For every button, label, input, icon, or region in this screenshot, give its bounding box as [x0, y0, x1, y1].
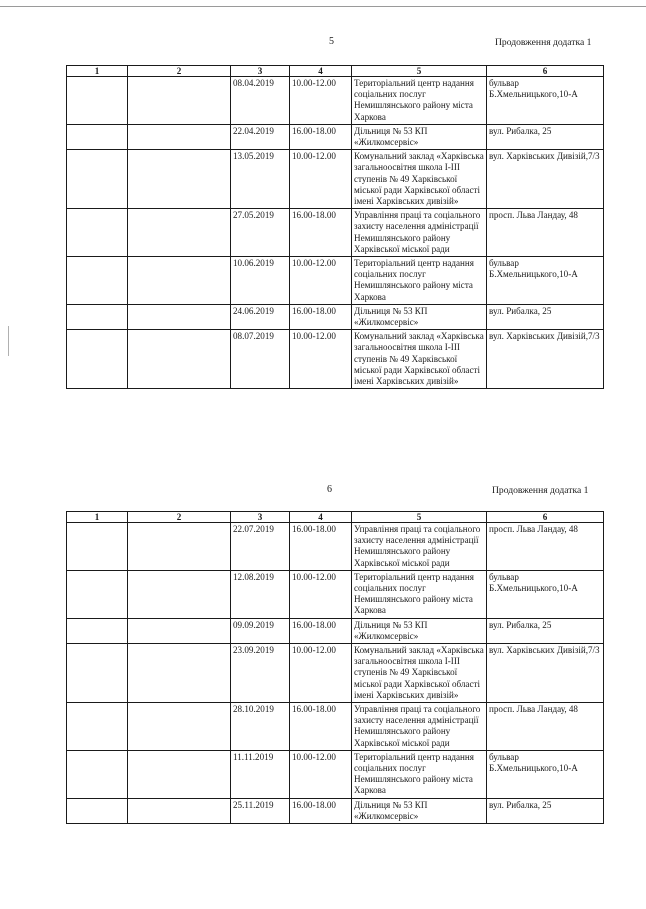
place-cell: Територіальний центр надання соціальних послуг Немишлянського району міста Харкова	[352, 77, 487, 125]
date-cell: 22.04.2019	[231, 124, 290, 149]
table-row	[67, 77, 604, 125]
table-row	[67, 644, 604, 703]
table-row	[67, 798, 604, 823]
empty-cell	[128, 77, 231, 125]
time-cell: 16.00-18.00	[290, 209, 352, 257]
empty-cell	[128, 618, 231, 643]
date-cell: 09.09.2019	[231, 618, 290, 643]
scan-edge-line	[0, 6, 646, 7]
place-cell: Управління праці та соціального захисту населення адміністрації Немишлянського району Харківської міської ради	[352, 523, 487, 571]
time-cell: 10.00-12.00	[290, 257, 352, 305]
date-cell: 08.04.2019	[231, 77, 290, 125]
column-header: 1	[67, 66, 128, 77]
empty-cell	[128, 304, 231, 329]
empty-cell	[128, 570, 231, 618]
empty-cell	[128, 523, 231, 571]
table-row	[67, 304, 604, 329]
address-cell: вул. Харківських Дивізій,7/3	[487, 150, 604, 209]
empty-cell	[67, 750, 128, 798]
empty-cell	[128, 703, 231, 751]
address-cell: вул. Рибалка, 25	[487, 618, 604, 643]
address-cell: бульвар Б.Хмельницького,10-А	[487, 570, 604, 618]
empty-cell	[67, 124, 128, 149]
table-row	[67, 570, 604, 618]
empty-cell	[67, 523, 128, 571]
time-cell: 10.00-12.00	[290, 150, 352, 209]
empty-cell	[67, 644, 128, 703]
column-header: 2	[128, 66, 231, 77]
scan-mark-left	[8, 326, 9, 356]
place-cell: Територіальний центр надання соціальних послуг Немишлянського району міста Харкова	[352, 570, 487, 618]
time-cell: 16.00-18.00	[290, 304, 352, 329]
continuation-label: Продовження додатка 1	[492, 485, 589, 496]
table-row	[67, 330, 604, 389]
empty-cell	[128, 257, 231, 305]
empty-cell	[67, 150, 128, 209]
place-cell: Територіальний центр надання соціальних послуг Немишлянського району міста Харкова	[352, 257, 487, 305]
empty-cell	[128, 330, 231, 389]
column-header: 6	[487, 66, 604, 77]
page-number: 5	[329, 36, 334, 47]
place-cell: Управління праці та соціального захисту населення адміністрації Немишлянського району Харківської міської ради	[352, 209, 487, 257]
column-header: 5	[352, 512, 487, 523]
column-header: 3	[231, 66, 290, 77]
date-cell: 11.11.2019	[231, 750, 290, 798]
empty-cell	[67, 77, 128, 125]
column-header: 6	[487, 512, 604, 523]
place-cell: Дільниця № 53 КП «Жилкомсервіс»	[352, 618, 487, 643]
address-cell: вул. Рибалка, 25	[487, 124, 604, 149]
time-cell: 16.00-18.00	[290, 798, 352, 823]
address-cell: бульвар Б.Хмельницького,10-А	[487, 77, 604, 125]
schedule-table	[66, 511, 604, 824]
date-cell: 13.05.2019	[231, 150, 290, 209]
empty-cell	[67, 618, 128, 643]
address-cell: вул. Рибалка, 25	[487, 798, 604, 823]
empty-cell	[67, 570, 128, 618]
column-header: 5	[352, 66, 487, 77]
table-row	[67, 209, 604, 257]
place-cell: Управління праці та соціального захисту населення адміністрації Немишлянського району Харківської міської ради	[352, 703, 487, 751]
schedule-table	[66, 65, 604, 389]
address-cell: просп. Льва Ландау, 48	[487, 703, 604, 751]
address-cell: вул. Рибалка, 25	[487, 304, 604, 329]
time-cell: 10.00-12.00	[290, 750, 352, 798]
date-cell: 08.07.2019	[231, 330, 290, 389]
time-cell: 16.00-18.00	[290, 703, 352, 751]
date-cell: 28.10.2019	[231, 703, 290, 751]
empty-cell	[128, 209, 231, 257]
table-row	[67, 257, 604, 305]
place-cell: Комунальний заклад «Харківська загальноосвітня школа І-ІІІ ступенів № 49 Харківської міської ради Харківської області імені Харківських дивізій»	[352, 644, 487, 703]
address-cell: вул. Харківських Дивізій,7/3	[487, 330, 604, 389]
address-cell: бульвар Б.Хмельницького,10-А	[487, 257, 604, 305]
place-cell: Дільниця № 53 КП «Жилкомсервіс»	[352, 124, 487, 149]
empty-cell	[128, 644, 231, 703]
continuation-label: Продовження додатка 1	[495, 37, 592, 48]
place-cell: Територіальний центр надання соціальних послуг Немишлянського району міста Харкова	[352, 750, 487, 798]
date-cell: 25.11.2019	[231, 798, 290, 823]
empty-cell	[128, 124, 231, 149]
table-row	[67, 750, 604, 798]
time-cell: 10.00-12.00	[290, 570, 352, 618]
empty-cell	[128, 150, 231, 209]
time-cell: 16.00-18.00	[290, 124, 352, 149]
table-row	[67, 703, 604, 751]
empty-cell	[67, 304, 128, 329]
date-cell: 22.07.2019	[231, 523, 290, 571]
place-cell: Комунальний заклад «Харківська загальноосвітня школа І-ІІІ ступенів № 49 Харківської міської ради Харківської області імені Харківських дивізій»	[352, 150, 487, 209]
place-cell: Дільниця № 53 КП «Жилкомсервіс»	[352, 304, 487, 329]
address-cell: просп. Льва Ландау, 48	[487, 209, 604, 257]
table-row	[67, 618, 604, 643]
date-cell: 23.09.2019	[231, 644, 290, 703]
date-cell: 12.08.2019	[231, 570, 290, 618]
table-row	[67, 523, 604, 571]
empty-cell	[67, 798, 128, 823]
empty-cell	[128, 750, 231, 798]
place-cell: Дільниця № 53 КП «Жилкомсервіс»	[352, 798, 487, 823]
place-cell: Комунальний заклад «Харківська загальноосвітня школа І-ІІІ ступенів № 49 Харківської міської ради Харківської області імені Харківських дивізій»	[352, 330, 487, 389]
table-row	[67, 150, 604, 209]
column-header: 4	[290, 512, 352, 523]
date-cell: 27.05.2019	[231, 209, 290, 257]
empty-cell	[128, 798, 231, 823]
column-header: 4	[290, 66, 352, 77]
time-cell: 16.00-18.00	[290, 523, 352, 571]
time-cell: 10.00-12.00	[290, 644, 352, 703]
address-cell: просп. Льва Ландау, 48	[487, 523, 604, 571]
time-cell: 10.00-12.00	[290, 330, 352, 389]
empty-cell	[67, 703, 128, 751]
empty-cell	[67, 330, 128, 389]
empty-cell	[67, 209, 128, 257]
table-header-row	[67, 512, 604, 523]
table-header-row	[67, 66, 604, 77]
column-header: 1	[67, 512, 128, 523]
column-header: 3	[231, 512, 290, 523]
time-cell: 10.00-12.00	[290, 77, 352, 125]
address-cell: вул. Харківських Дивізій,7/3	[487, 644, 604, 703]
table-row	[67, 124, 604, 149]
address-cell: бульвар Б.Хмельницького,10-А	[487, 750, 604, 798]
page-number: 6	[327, 484, 332, 495]
empty-cell	[67, 257, 128, 305]
date-cell: 10.06.2019	[231, 257, 290, 305]
time-cell: 16.00-18.00	[290, 618, 352, 643]
column-header: 2	[128, 512, 231, 523]
date-cell: 24.06.2019	[231, 304, 290, 329]
